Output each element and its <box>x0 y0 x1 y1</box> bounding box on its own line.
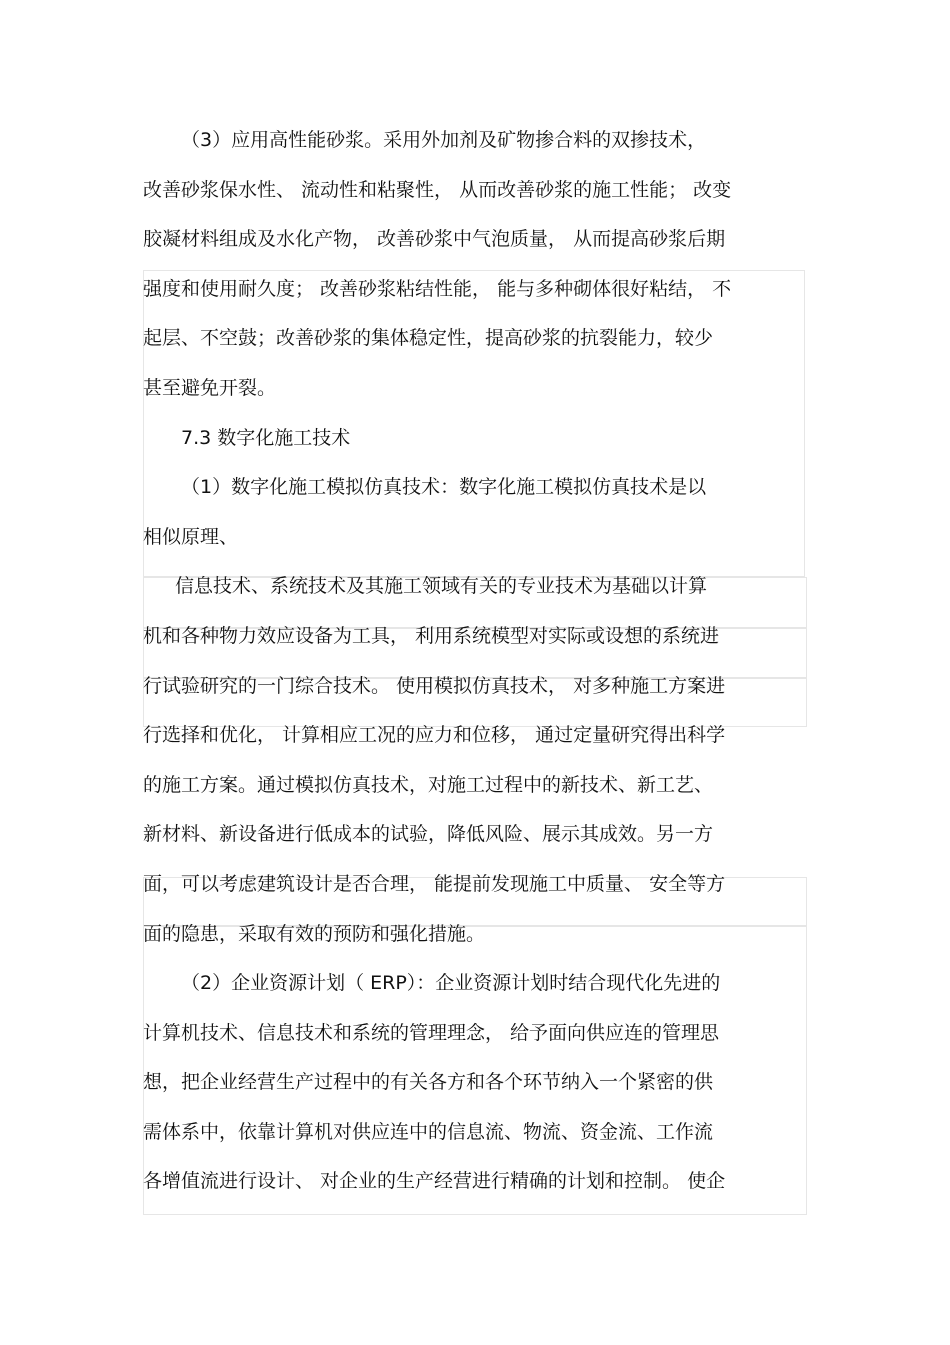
paragraph-line: 面的隐患，采取有效的预防和强化措施。 <box>143 922 486 945</box>
paragraph-line: （2）企业资源计划（ ERP）：企业资源计划时结合现代化先进的 <box>181 972 721 995</box>
paragraph-line: （3）应用高性能砂浆。采用外加剂及矿物掺合料的双掺技术， <box>181 129 707 151</box>
paragraph-line: 强度和使用耐久度； 改善砂浆粘结性能， 能与多种砌体很好粘结， 不 <box>143 277 732 300</box>
document-body <box>143 116 808 1207</box>
paragraph-line: 的施工方案。通过模拟仿真技术，对施工过程中的新技术、新工艺、 <box>143 773 714 796</box>
paragraph-line: （1）数字化施工模拟仿真技术：数字化施工模拟仿真技术是以 <box>181 476 707 499</box>
paragraph-line: 机和各种物力效应设备为工具， 利用系统模型对实际或设想的系统进 <box>143 624 720 647</box>
section-heading: 7.3 数字化施工技术 <box>181 426 351 449</box>
paragraph-line: 行试验研究的一门综合技术。 使用模拟仿真技术， 对多种施工方案进 <box>143 674 726 697</box>
paragraph-line: 改善砂浆保水性、 流动性和粘聚性， 从而改善砂浆的施工性能； 改变 <box>143 178 732 201</box>
paragraph-line: 甚至避免开裂。 <box>143 376 277 399</box>
paragraph-line: 胶凝材料组成及水化产物， 改善砂浆中气泡质量， 从而提高砂浆后期 <box>143 228 726 251</box>
paragraph-line: 面，可以考虑建筑设计是否合理， 能提前发现施工中质量、 安全等方 <box>143 872 726 895</box>
paragraph-line: 信息技术、系统技术及其施工领域有关的专业技术为基础以计算 <box>175 575 708 598</box>
paragraph-line: 计算机技术、信息技术和系统的管理理念， 给予面向供应连的管理思 <box>143 1021 720 1044</box>
paragraph-line: 行选择和优化， 计算相应工况的应力和位移， 通过定量研究得出科学 <box>143 724 726 747</box>
paragraph-line: 想，把企业经营生产过程中的有关各方和各个环节纳入一个紧密的供 <box>143 1071 714 1094</box>
paragraph-line: 起层、不空鼓；改善砂浆的集体稳定性，提高砂浆的抗裂能力，较少 <box>143 327 714 350</box>
paragraph-line: 各增值流进行设计、 对企业的生产经营进行精确的计划和控制。 使企 <box>143 1170 726 1193</box>
paragraph-line: 相似原理、 <box>143 525 239 548</box>
paragraph-line: 需体系中，依靠计算机对供应连中的信息流、物流、资金流、工作流 <box>143 1120 714 1143</box>
paragraph-line: 新材料、新设备进行低成本的试验，降低风险、展示其成效。另一方 <box>143 823 714 846</box>
